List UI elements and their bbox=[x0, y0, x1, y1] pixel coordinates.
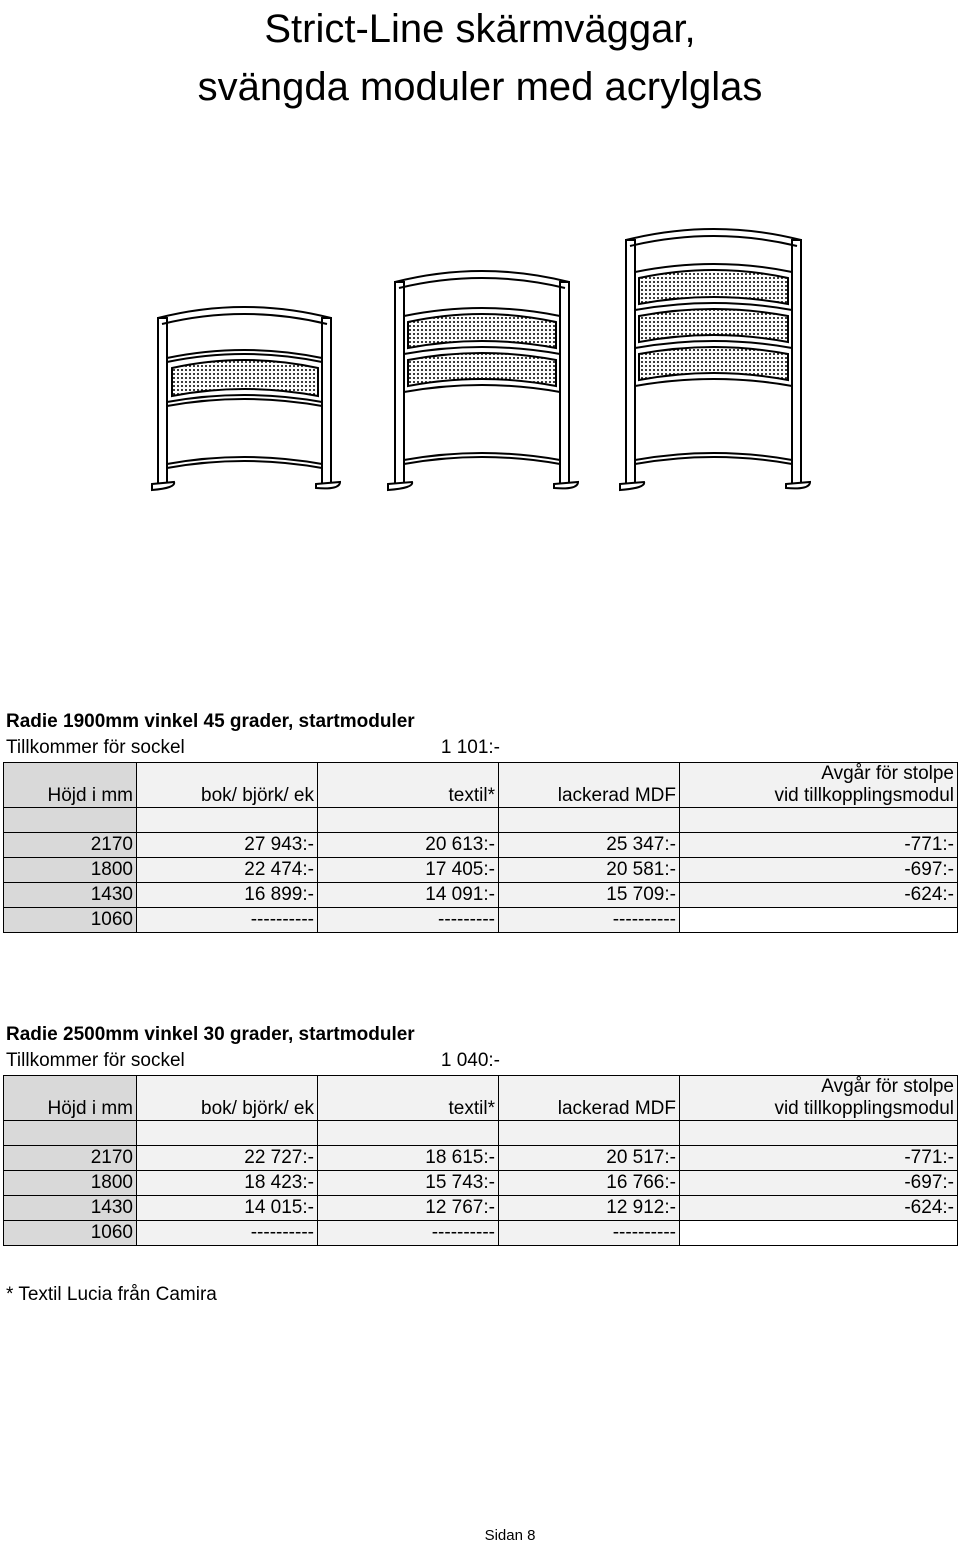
cell-height: 1430 bbox=[4, 883, 137, 908]
cell-height: 2170 bbox=[4, 833, 137, 858]
section-2-price-table bbox=[3, 1075, 958, 1246]
footnote: * Textil Lucia från Camira bbox=[6, 1284, 217, 1305]
cell-height: 2170 bbox=[4, 1146, 137, 1171]
table-row bbox=[4, 883, 958, 908]
header-mdf: lackerad MDF bbox=[499, 1076, 680, 1121]
header-mdf: lackerad MDF bbox=[499, 763, 680, 808]
header-deduct-line-1: Avgår för stolpe bbox=[821, 1076, 954, 1097]
table-row bbox=[4, 1196, 958, 1221]
screen-module-small bbox=[152, 307, 340, 490]
header-wood: bok/ björk/ ek bbox=[137, 763, 318, 808]
header-textile: textil* bbox=[318, 1076, 499, 1121]
cell-deduct: -697:- bbox=[680, 1171, 958, 1196]
cell-mdf: 12 912:- bbox=[499, 1196, 680, 1221]
page-number: Sidan 8 bbox=[484, 1527, 536, 1544]
cell-wood: 27 943:- bbox=[137, 833, 318, 858]
cell-wood: 18 423:- bbox=[137, 1171, 318, 1196]
section-1-sockel-price: 1 101:- bbox=[440, 737, 500, 758]
cell-deduct: -624:- bbox=[680, 883, 958, 908]
header-height: Höjd i mm bbox=[4, 1076, 137, 1121]
cell-mdf: ---------- bbox=[499, 908, 680, 933]
header-deduct bbox=[680, 1076, 958, 1121]
cell-mdf: ---------- bbox=[499, 1221, 680, 1246]
cell-mdf: 16 766:- bbox=[499, 1171, 680, 1196]
cell-deduct: -771:- bbox=[680, 1146, 958, 1171]
cell-textile: 20 613:- bbox=[318, 833, 499, 858]
cell-wood: 14 015:- bbox=[137, 1196, 318, 1221]
cell-height: 1060 bbox=[4, 1221, 137, 1246]
header-textile: textil* bbox=[318, 763, 499, 808]
table-header-row bbox=[4, 763, 958, 808]
cell-textile: 12 767:- bbox=[318, 1196, 499, 1221]
section-2-title: Radie 2500mm vinkel 30 grader, startmoduler bbox=[6, 1024, 415, 1045]
cell-height: 1430 bbox=[4, 1196, 137, 1221]
header-wood: bok/ björk/ ek bbox=[137, 1076, 318, 1121]
cell-wood: ---------- bbox=[137, 908, 318, 933]
section-2-sockel-price: 1 040:- bbox=[440, 1050, 500, 1071]
cell-textile: 15 743:- bbox=[318, 1171, 499, 1196]
cell-height: 1800 bbox=[4, 858, 137, 883]
cell-wood: ---------- bbox=[137, 1221, 318, 1246]
header-deduct-line-1: Avgår för stolpe bbox=[821, 763, 954, 784]
section-1-price-table bbox=[3, 762, 958, 933]
cell-mdf: 20 581:- bbox=[499, 858, 680, 883]
cell-wood: 22 474:- bbox=[137, 858, 318, 883]
cell-textile: ---------- bbox=[318, 1221, 499, 1246]
cell-mdf: 20 517:- bbox=[499, 1146, 680, 1171]
section-1-sockel-label: Tillkommer för sockel bbox=[6, 737, 185, 758]
cell-textile: --------- bbox=[318, 908, 499, 933]
header-deduct-line-2: vid tillkopplingsmodul bbox=[774, 1098, 954, 1119]
section-2-sockel-label: Tillkommer för sockel bbox=[6, 1050, 185, 1071]
screen-wall-illustration bbox=[140, 220, 830, 510]
title-line-2: svängda moduler med acrylglas bbox=[197, 65, 763, 109]
cell-wood: 16 899:- bbox=[137, 883, 318, 908]
table-row bbox=[4, 1146, 958, 1171]
header-height: Höjd i mm bbox=[4, 763, 137, 808]
cell-deduct: -771:- bbox=[680, 833, 958, 858]
table-row bbox=[4, 858, 958, 883]
cell-textile: 18 615:- bbox=[318, 1146, 499, 1171]
cell-deduct: -697:- bbox=[680, 858, 958, 883]
page-title bbox=[0, 0, 960, 116]
table-spacer-row bbox=[4, 1121, 958, 1146]
header-deduct bbox=[680, 763, 958, 808]
table-row bbox=[4, 908, 958, 933]
screen-module-medium bbox=[388, 271, 578, 490]
cell-mdf: 25 347:- bbox=[499, 833, 680, 858]
cell-height: 1060 bbox=[4, 908, 137, 933]
table-row bbox=[4, 1221, 958, 1246]
cell-deduct: -624:- bbox=[680, 1196, 958, 1221]
cell-deduct bbox=[680, 908, 958, 933]
section-1-title: Radie 1900mm vinkel 45 grader, startmoduler bbox=[6, 711, 415, 732]
table-row bbox=[4, 1171, 958, 1196]
table-header-row bbox=[4, 1076, 958, 1121]
cell-wood: 22 727:- bbox=[137, 1146, 318, 1171]
cell-mdf: 15 709:- bbox=[499, 883, 680, 908]
cell-textile: 14 091:- bbox=[318, 883, 499, 908]
cell-deduct bbox=[680, 1221, 958, 1246]
title-line-1: Strict-Line skärmväggar, bbox=[264, 7, 696, 51]
cell-textile: 17 405:- bbox=[318, 858, 499, 883]
table-spacer-row bbox=[4, 808, 958, 833]
screen-module-large bbox=[620, 229, 810, 490]
table-row bbox=[4, 833, 958, 858]
cell-height: 1800 bbox=[4, 1171, 137, 1196]
header-deduct-line-2: vid tillkopplingsmodul bbox=[774, 785, 954, 806]
